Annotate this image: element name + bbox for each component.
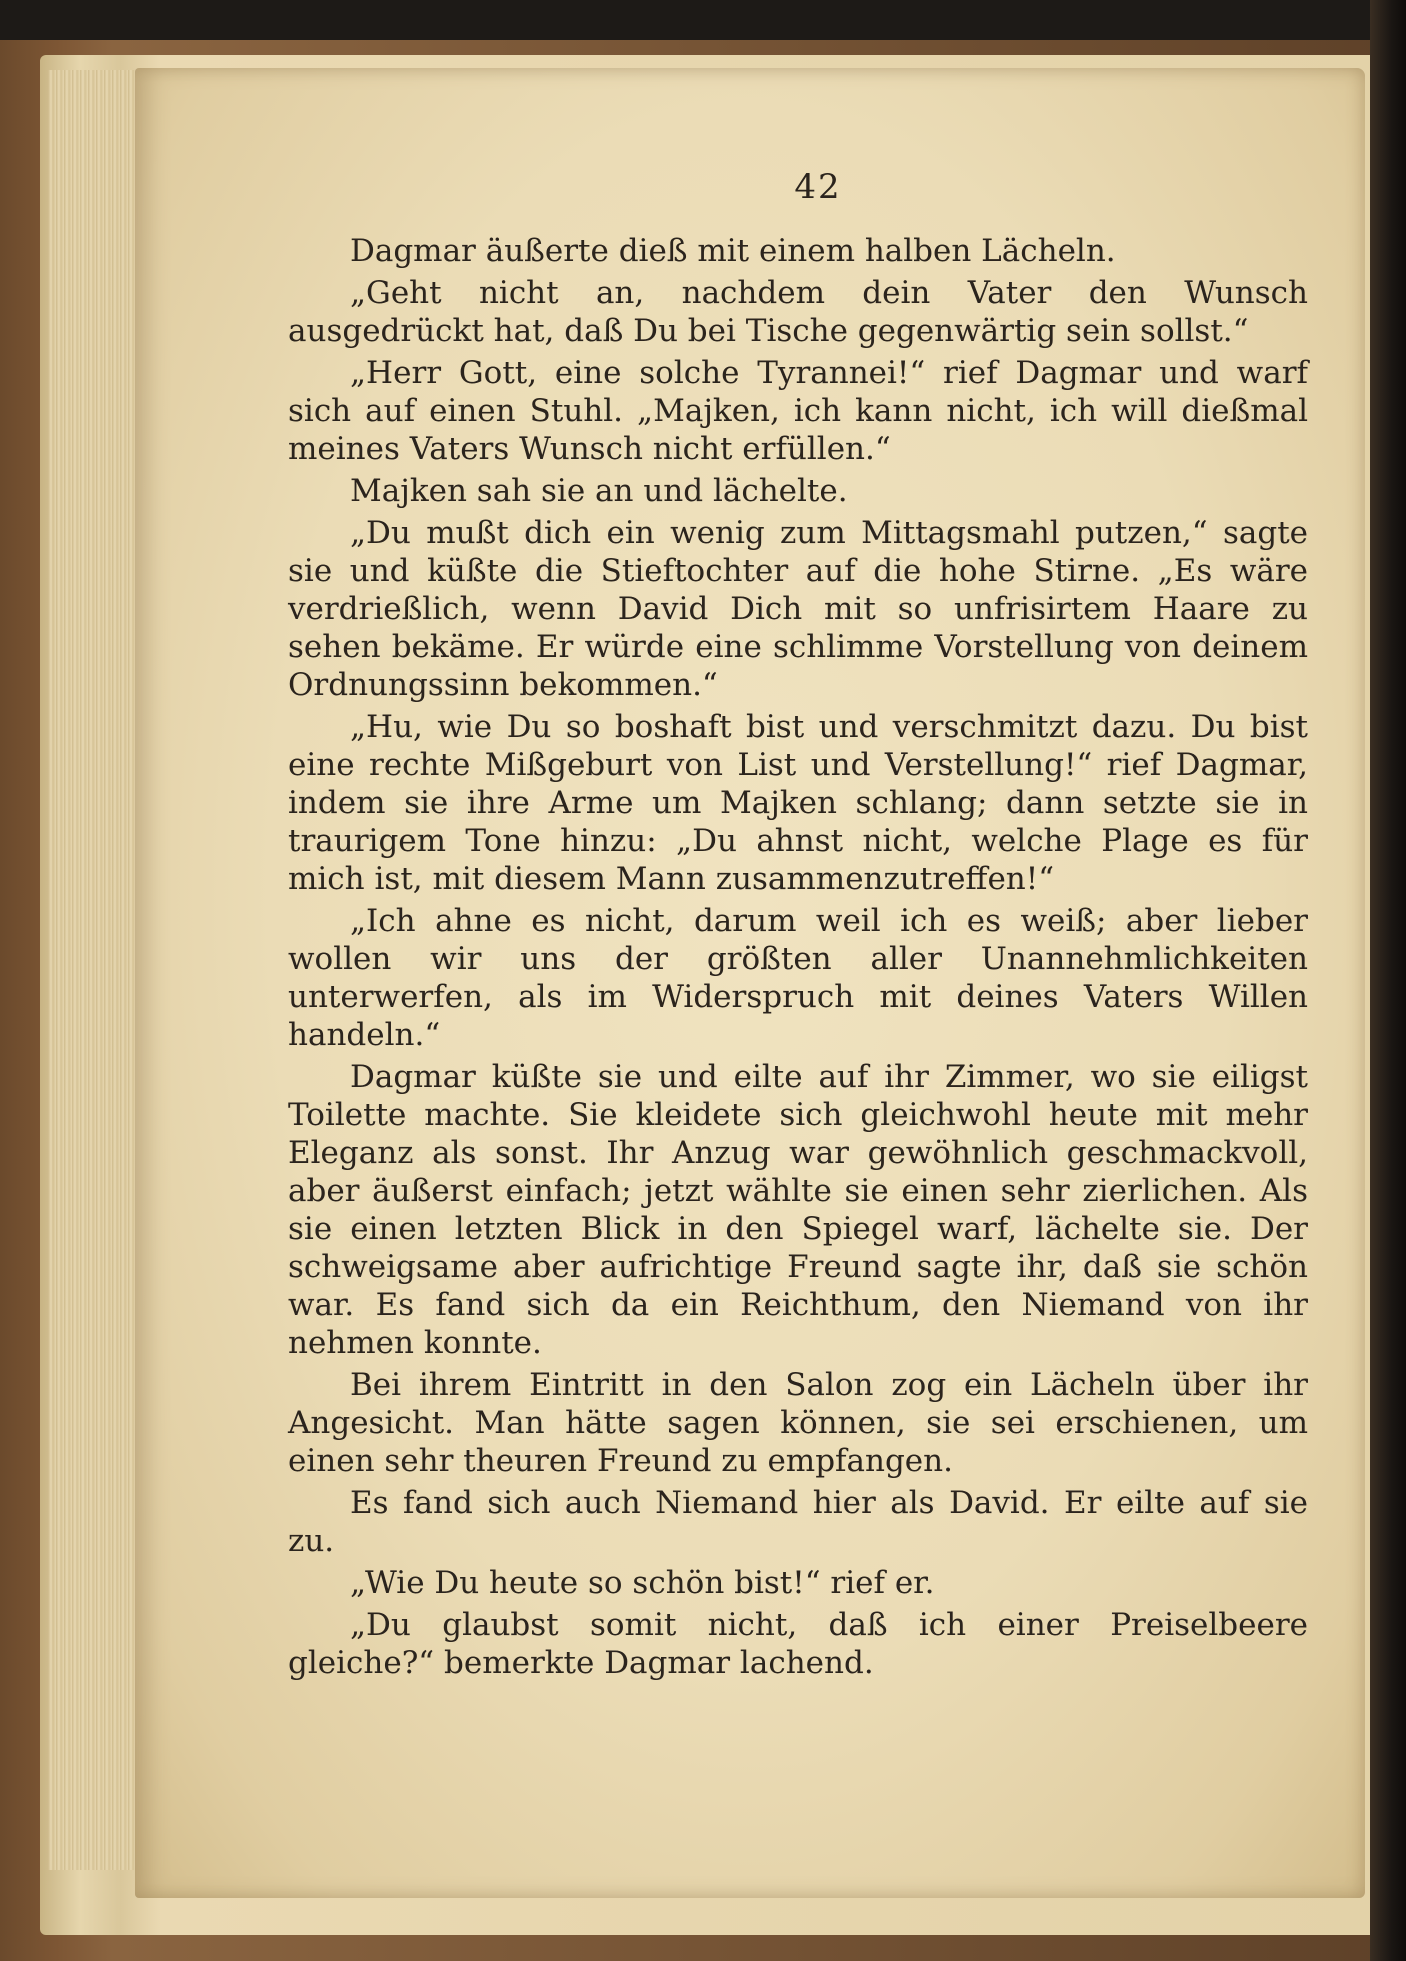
paragraph: „Wie Du heute so schön bist!“ rief er. [350, 1565, 935, 1601]
page-text [288, 168, 1308, 1686]
paragraph: „Geht nicht an, nachdem dein Vater den Wunsch ausgedrückt hat, daß Du bei Tische gegenwärtig sein sollst.“ [288, 275, 1308, 349]
paragraph: Dagmar küßte sie und eilte auf ihr Zimmer, wo sie eiligst Toilette machte. Sie kleidete sich gleichwohl heute mit mehr Eleganz als sonst. Ihr Anzug war gewöhnlich geschmackvoll, aber äußerst einfach; jetzt wählte sie einen sehr zierlichen. Als sie einen letzten Blick in den Spiegel warf, lächelte sie. Der schweigsame aber aufrichtige Freund sagte ihr, daß sie schön war. Es fand sich da ein Reichthum, den Niemand von ihr nehmen konnte. [288, 1059, 1308, 1361]
paragraph: „Herr Gott, eine solche Tyrannei!“ rief Dagmar und warf sich auf einen Stuhl. „Majken, ich kann nicht, ich will dießmal meines Vaters Wunsch nicht erfüllen.“ [288, 355, 1308, 467]
paragraph: Dagmar äußerte dieß mit einem halben Lächeln. [350, 233, 1116, 269]
page-number: 42 [794, 167, 842, 207]
paragraph: „Ich ahne es nicht, darum weil ich es weiß; aber lieber wollen wir uns der größten aller Unannehmlichkeiten unterwerfen, als im Widerspruch mit deines Vaters Willen handeln.“ [288, 903, 1308, 1053]
paragraph: „Hu, wie Du so boshaft bist und verschmitzt dazu. Du bist eine rechte Mißgeburt von List und Verstellung!“ rief Dagmar, indem sie ihre Arme um Majken schlang; dann setzte sie in traurigem Tone hinzu: „Du ahnst nicht, welche Plage es für mich ist, mit diesem Mann zusammenzutreffen!“ [288, 709, 1308, 897]
paragraph: Bei ihrem Eintritt in den Salon zog ein Lächeln über ihr Angesicht. Man hätte sagen können, sie sei erschienen, um einen sehr theuren Freund zu empfangen. [288, 1367, 1308, 1479]
page-edges [48, 70, 140, 1870]
paragraph: Es fand sich auch Niemand hier als David. Er eilte auf sie zu. [288, 1485, 1308, 1559]
paragraph: Majken sah sie an und lächelte. [350, 473, 848, 509]
paragraph: „Du mußt dich ein wenig zum Mittagsmahl putzen,“ sagte sie und küßte die Stieftochter auf die hohe Stirne. „Es wäre verdrießlich, wenn David Dich mit so unfrisirtem Haare zu sehen bekäme. Er würde eine schlimme Vorstellung von deinem Ordnungssinn bekommen.“ [288, 515, 1308, 703]
binding-edge [1370, 0, 1406, 1961]
paragraph: „Du glaubst somit nicht, daß ich einer Preiselbeere gleiche?“ bemerkte Dagmar lachend. [288, 1607, 1308, 1681]
